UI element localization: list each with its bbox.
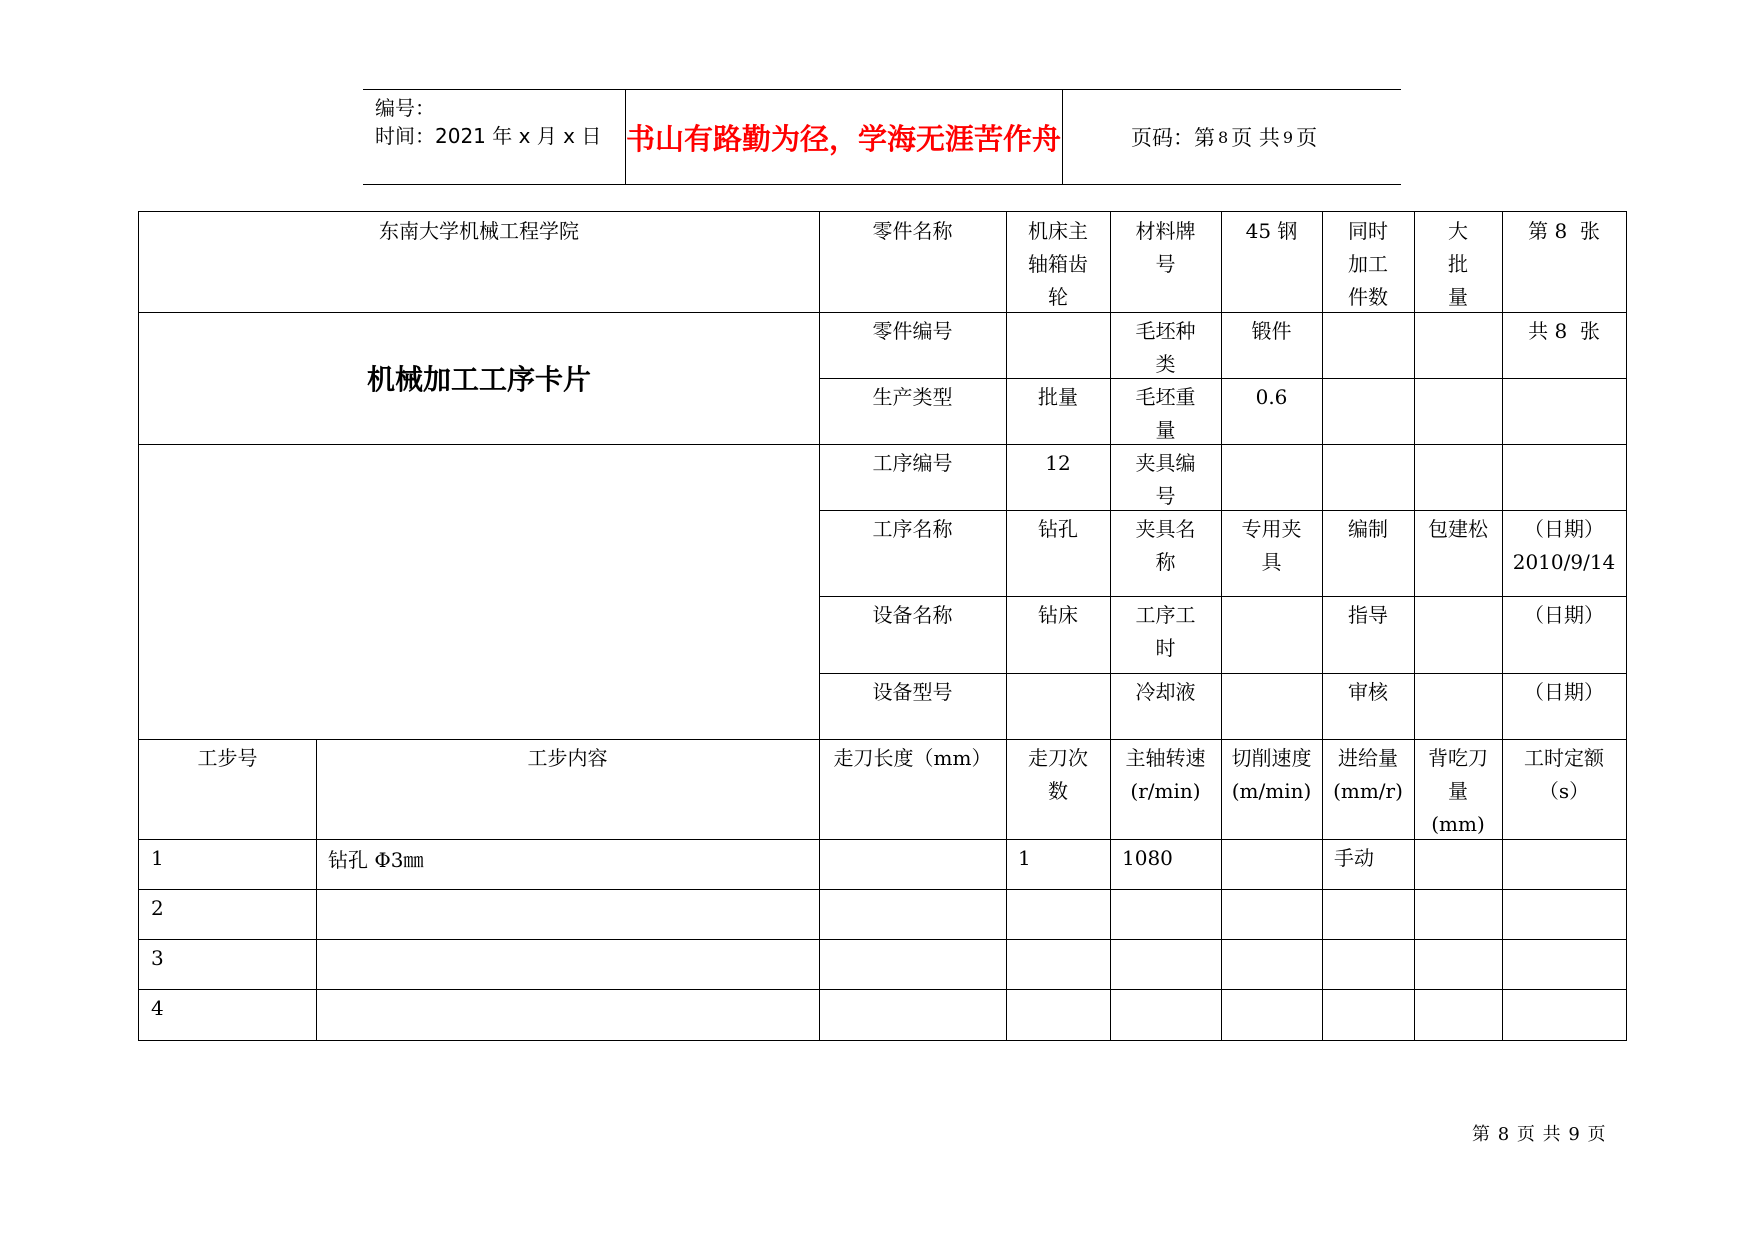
compiler-name: 包建松 (1428, 517, 1488, 541)
step-spindle-speed: 1080 (1122, 846, 1173, 870)
equipment-model-label: 设备型号 (872, 680, 953, 704)
col-header-spindle-speed: 主轴转速(r/min) (1125, 746, 1206, 803)
step-no: 4 (151, 996, 164, 1020)
card-title: 机械加工工序卡片 (366, 363, 591, 396)
school-name: 东南大学机械工程学院 (379, 219, 579, 243)
part-name-value: 机床主轴箱齿轮 (1028, 219, 1088, 309)
review-date-label: （日期） (1524, 680, 1604, 704)
col-header-feed-length: 走刀长度（mm） (833, 746, 992, 770)
compiled-label: 编制 (1348, 517, 1388, 541)
fixture-name-value: 专用夹具 (1241, 517, 1302, 574)
motto: 书山有路勤为径，学海无涯苦作舟 (625, 121, 1061, 156)
sheet-total: 共 8 张 (1528, 319, 1600, 343)
sheet-number: 第 8 张 (1528, 219, 1600, 243)
step-no: 3 (151, 946, 164, 970)
page-current: 8 (1218, 127, 1229, 147)
step-no: 1 (151, 846, 164, 870)
step-passes: 1 (1018, 846, 1031, 870)
production-type-value: 批量 (1038, 385, 1078, 409)
guide-date-label: （日期） (1524, 603, 1604, 627)
header-meta (375, 94, 601, 150)
page-indicator (1131, 90, 1317, 184)
process-name-value: 钻孔 (1038, 517, 1078, 541)
batch-value: 大批量 (1448, 219, 1468, 309)
page-footer: 第 8 页 共 9 页 (1472, 1124, 1607, 1145)
process-name-label: 工序名称 (872, 517, 953, 541)
step-no: 2 (151, 896, 164, 920)
process-no-label: 工序编号 (872, 451, 953, 475)
step-feed-rate: 手动 (1334, 846, 1374, 870)
page-prefix: 页码：第 (1131, 126, 1215, 150)
process-card (138, 211, 1627, 1041)
equipment-name-value: 钻床 (1038, 603, 1078, 627)
coolant-label: 冷却液 (1135, 680, 1196, 704)
number-label: 编号： (375, 96, 435, 120)
header-divider (1062, 90, 1063, 184)
blank-weight-label: 毛坯重量 (1135, 385, 1196, 442)
col-header-passes: 走刀次数 (1028, 746, 1088, 803)
blank-weight-value: 0.6 (1255, 385, 1288, 409)
time-label: 时间：2021 年 x 月 x 日 (375, 124, 602, 148)
part-no-value (1006, 312, 1110, 378)
col-header-feed-rate: 进给量(mm/r) (1333, 746, 1403, 803)
compile-date-cell (1502, 510, 1626, 596)
fixture-name-label: 夹具名称 (1135, 517, 1196, 574)
col-header-cutting-speed: 切削速度(m/min) (1231, 746, 1312, 803)
guide-label: 指导 (1348, 603, 1388, 627)
material-value: 45 钢 (1245, 219, 1298, 243)
date-label: （日期） (1524, 517, 1604, 541)
compile-date: 2010/9/14 (1512, 550, 1616, 574)
equipment-name-label: 设备名称 (872, 603, 953, 627)
fixture-no-label: 夹具编号 (1135, 451, 1196, 508)
production-type-label: 生产类型 (872, 385, 953, 409)
page-suffix: 页 (1296, 126, 1318, 150)
part-name-label: 零件名称 (872, 219, 953, 243)
page-total: 9 (1282, 127, 1294, 147)
simultaneous-label: 同时加工件数 (1348, 219, 1388, 309)
document-header (363, 89, 1401, 185)
blank-type-label: 毛坯种类 (1135, 319, 1196, 376)
process-time-label: 工序工时 (1135, 603, 1196, 660)
col-header-time-quota: 工时定额（s） (1524, 746, 1604, 803)
process-no-value: 12 (1045, 451, 1071, 475)
col-header-cut-depth: 背吃刀量(mm) (1428, 746, 1488, 836)
review-label: 审核 (1348, 680, 1388, 704)
step-content: 钻孔 Φ3㎜ (328, 848, 424, 872)
page-mid: 页 共 (1231, 126, 1280, 150)
col-header-step-content: 工步内容 (527, 746, 608, 770)
blank-type-value: 锻件 (1251, 319, 1292, 343)
part-no-label: 零件编号 (872, 319, 953, 343)
material-label: 材料牌号 (1135, 219, 1196, 276)
col-header-step-no: 工步号 (197, 746, 258, 770)
